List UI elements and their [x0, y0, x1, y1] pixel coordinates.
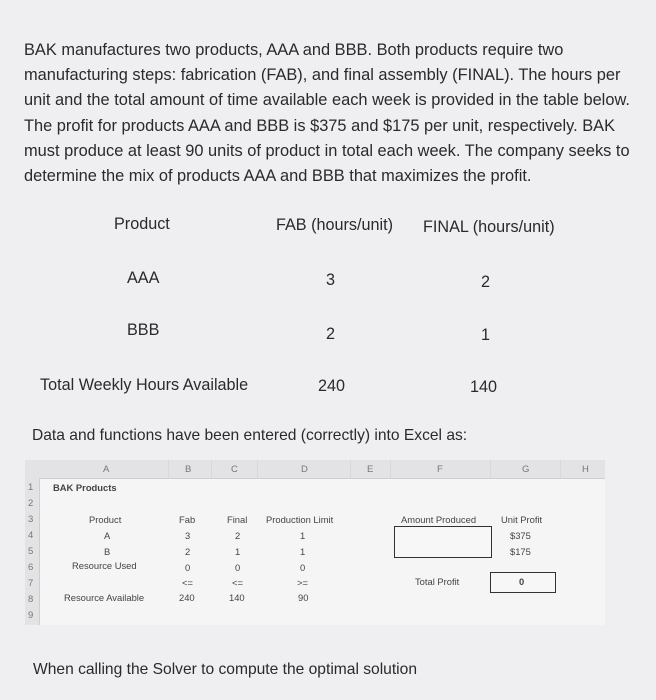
table-total-final: 140: [470, 378, 498, 396]
cell-limit-available[interactable]: 90: [298, 592, 309, 603]
intro-text: Data and functions have been entered (correctly) into Excel as:: [32, 427, 468, 444]
column-header-bar: [25, 460, 605, 479]
cell-final-used[interactable]: 0: [235, 562, 241, 573]
problem-line: must produce at least 90 units of product in total each week. The company seeks to: [24, 141, 630, 160]
cell-product-header[interactable]: Product: [89, 514, 122, 525]
problem-statement: [24, 38, 636, 189]
amount-produced-cells[interactable]: [394, 526, 492, 558]
cell-amount-produced-header[interactable]: Amount Produced: [401, 514, 477, 525]
column-header[interactable]: A: [103, 464, 110, 475]
column-header[interactable]: G: [522, 464, 530, 475]
row-header[interactable]: 5: [28, 546, 34, 557]
spreadsheet: [25, 460, 605, 625]
sheet-title[interactable]: BAK Products: [53, 482, 117, 493]
row-header[interactable]: 3: [28, 514, 34, 525]
cell-resource-available[interactable]: Resource Available: [64, 592, 145, 603]
table-header-product: Product: [114, 215, 170, 233]
cell-product-a[interactable]: A: [104, 530, 111, 541]
column-header[interactable]: E: [367, 464, 374, 475]
problem-line: manufacturing steps: fabrication (FAB), and final assembly (FINAL). The hours per: [24, 66, 621, 85]
cell-limit-used[interactable]: 0: [300, 562, 306, 573]
table-header-final: FINAL (hours/unit): [423, 218, 555, 236]
cell-limit-header[interactable]: Production Limit: [266, 514, 334, 525]
cell-final-header[interactable]: Final: [227, 514, 248, 525]
cell-final-available[interactable]: 140: [229, 592, 245, 603]
column-header[interactable]: F: [437, 464, 443, 475]
cell-final-op[interactable]: <=: [232, 577, 243, 588]
cell-fab-header[interactable]: Fab: [179, 514, 196, 525]
table-cell-fab: 3: [326, 271, 336, 289]
cell-fab-available[interactable]: 240: [179, 592, 195, 603]
table-total-fab: 240: [318, 377, 346, 395]
cell-unit-profit-a[interactable]: $375: [510, 530, 531, 541]
cell-fab-a[interactable]: 3: [185, 530, 191, 541]
cell-resource-used[interactable]: Resource Used: [72, 560, 137, 571]
cell-total-profit-value[interactable]: 0: [519, 576, 525, 587]
cell-limit-op[interactable]: >=: [297, 577, 308, 588]
column-header[interactable]: B: [185, 464, 192, 475]
row-header[interactable]: 2: [28, 498, 34, 509]
row-header[interactable]: 8: [28, 594, 34, 605]
row-header[interactable]: 9: [28, 610, 34, 621]
column-header[interactable]: C: [231, 464, 238, 475]
table-row-product: AAA: [127, 269, 160, 287]
problem-line: determine the mix of products AAA and BBB that maximizes the profit.: [24, 167, 532, 186]
cell-fab-used[interactable]: 0: [185, 562, 191, 573]
problem-line: BAK manufactures two products, AAA and BBB. Both products require two: [24, 41, 564, 59]
cell-unit-profit-header[interactable]: Unit Profit: [501, 514, 543, 525]
cell-fab-b[interactable]: 2: [185, 546, 191, 557]
table-row-product: BBB: [127, 321, 160, 339]
column-header[interactable]: H: [582, 464, 589, 475]
cell-final-b[interactable]: 1: [235, 546, 241, 557]
table-cell-fab: 2: [326, 325, 336, 343]
problem-line: The profit for products AAA and BBB is $375 and $175 per unit, respectively. BAK: [24, 116, 616, 135]
cell-unit-profit-b[interactable]: $175: [510, 546, 531, 557]
table-total-label: Total Weekly Hours Available: [40, 376, 249, 394]
row-header[interactable]: 1: [28, 482, 34, 493]
bottom-text: When calling the Solver to compute the optimal solution: [33, 661, 417, 678]
cell-final-a[interactable]: 2: [235, 530, 241, 541]
cell-fab-op[interactable]: <=: [182, 577, 193, 588]
row-header[interactable]: 4: [28, 530, 34, 541]
table-cell-final: 2: [481, 273, 491, 291]
row-header[interactable]: 6: [28, 562, 34, 573]
table-cell-final: 1: [481, 326, 491, 344]
column-header[interactable]: D: [301, 464, 308, 475]
row-header[interactable]: 7: [28, 578, 34, 589]
cell-limit-b[interactable]: 1: [300, 546, 306, 557]
problem-line: unit and the total amount of time available each week is provided in the table below.: [24, 91, 630, 110]
cell-total-profit-label[interactable]: Total Profit: [415, 576, 460, 587]
cell-limit-a[interactable]: 1: [300, 530, 306, 541]
table-header-fab: FAB (hours/unit): [276, 216, 393, 234]
cell-product-b[interactable]: B: [104, 546, 111, 557]
